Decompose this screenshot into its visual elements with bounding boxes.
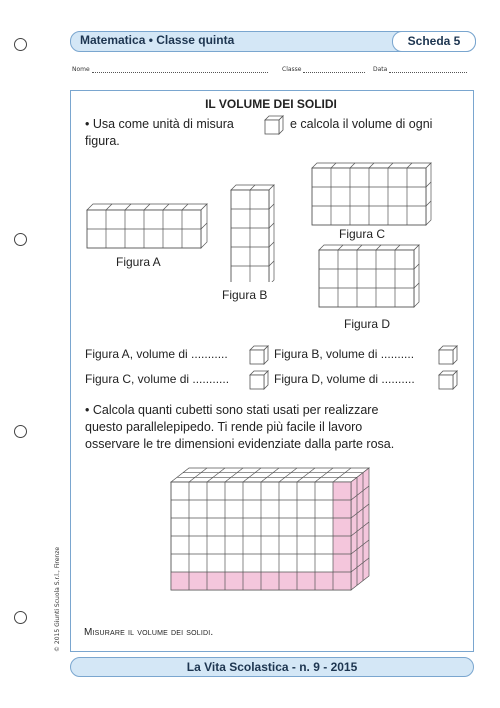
- figure-d-label: Figura D: [344, 317, 391, 331]
- unit-cube-icon: [438, 370, 458, 390]
- unit-cube-icon: [249, 345, 269, 365]
- instruction-1-part2: e calcola il volume di ogni: [290, 117, 433, 131]
- instruction-1-part3: figura.: [85, 134, 120, 148]
- name-dots: [92, 66, 268, 73]
- volume-line-a[interactable]: Figura A, volume di ...........: [85, 347, 228, 361]
- figure-c-solid: [311, 162, 433, 226]
- volume-line-d[interactable]: Figura D, volume di ..........: [274, 372, 415, 386]
- worksheet-title: IL VOLUME DEI SOLIDI: [205, 97, 337, 111]
- instruction-1-part1: • Usa come unità di misura: [85, 117, 234, 131]
- figure-a-solid: [86, 203, 210, 251]
- instruction-2-line1: • Calcola quanti cubetti sono stati usati per realizzare: [85, 403, 379, 417]
- name-label: Nome: [72, 66, 90, 73]
- figure-c-label: Figura C: [339, 227, 386, 241]
- class-label: Classe: [282, 66, 302, 73]
- binder-hole: [14, 425, 27, 438]
- volume-line-b[interactable]: Figura B, volume di ..........: [274, 347, 415, 361]
- figure-b-label: Figura B: [222, 288, 268, 302]
- subject-title: Matematica • Classe quinta: [80, 33, 235, 47]
- instruction-2-line2: questo parallelepipedo. Ti rende più facile il lavoro: [85, 420, 363, 434]
- date-dots: [389, 66, 467, 73]
- figure-a-label: Figura A: [116, 255, 161, 269]
- name-field[interactable]: [72, 66, 268, 73]
- figure-b-solid: [230, 184, 276, 282]
- volume-line-c[interactable]: Figura C, volume di ...........: [85, 372, 230, 386]
- binder-hole: [14, 611, 27, 624]
- big-parallelepiped: [170, 467, 370, 611]
- unit-cube-icon: [249, 370, 269, 390]
- footer-bar: La Vita Scolastica - n. 9 - 2015: [70, 657, 474, 677]
- worksheet-badge: Scheda 5: [392, 31, 476, 52]
- unit-cube-icon: [264, 115, 284, 135]
- date-label: Data: [373, 66, 388, 73]
- bottom-caption: Misurare il volume dei solidi.: [84, 627, 214, 638]
- binder-hole: [14, 233, 27, 246]
- class-dots: [303, 66, 365, 73]
- binder-hole: [14, 38, 27, 51]
- unit-cube-icon: [438, 345, 458, 365]
- copyright-text: © 2015 Giunti Scuola S.r.l., Firenze: [54, 546, 61, 652]
- class-field[interactable]: [282, 66, 365, 73]
- figure-d-solid: [318, 244, 422, 310]
- date-field[interactable]: [373, 66, 467, 73]
- instruction-2-line3: osservare le tre dimensioni evidenziate dalla parte rosa.: [85, 437, 395, 451]
